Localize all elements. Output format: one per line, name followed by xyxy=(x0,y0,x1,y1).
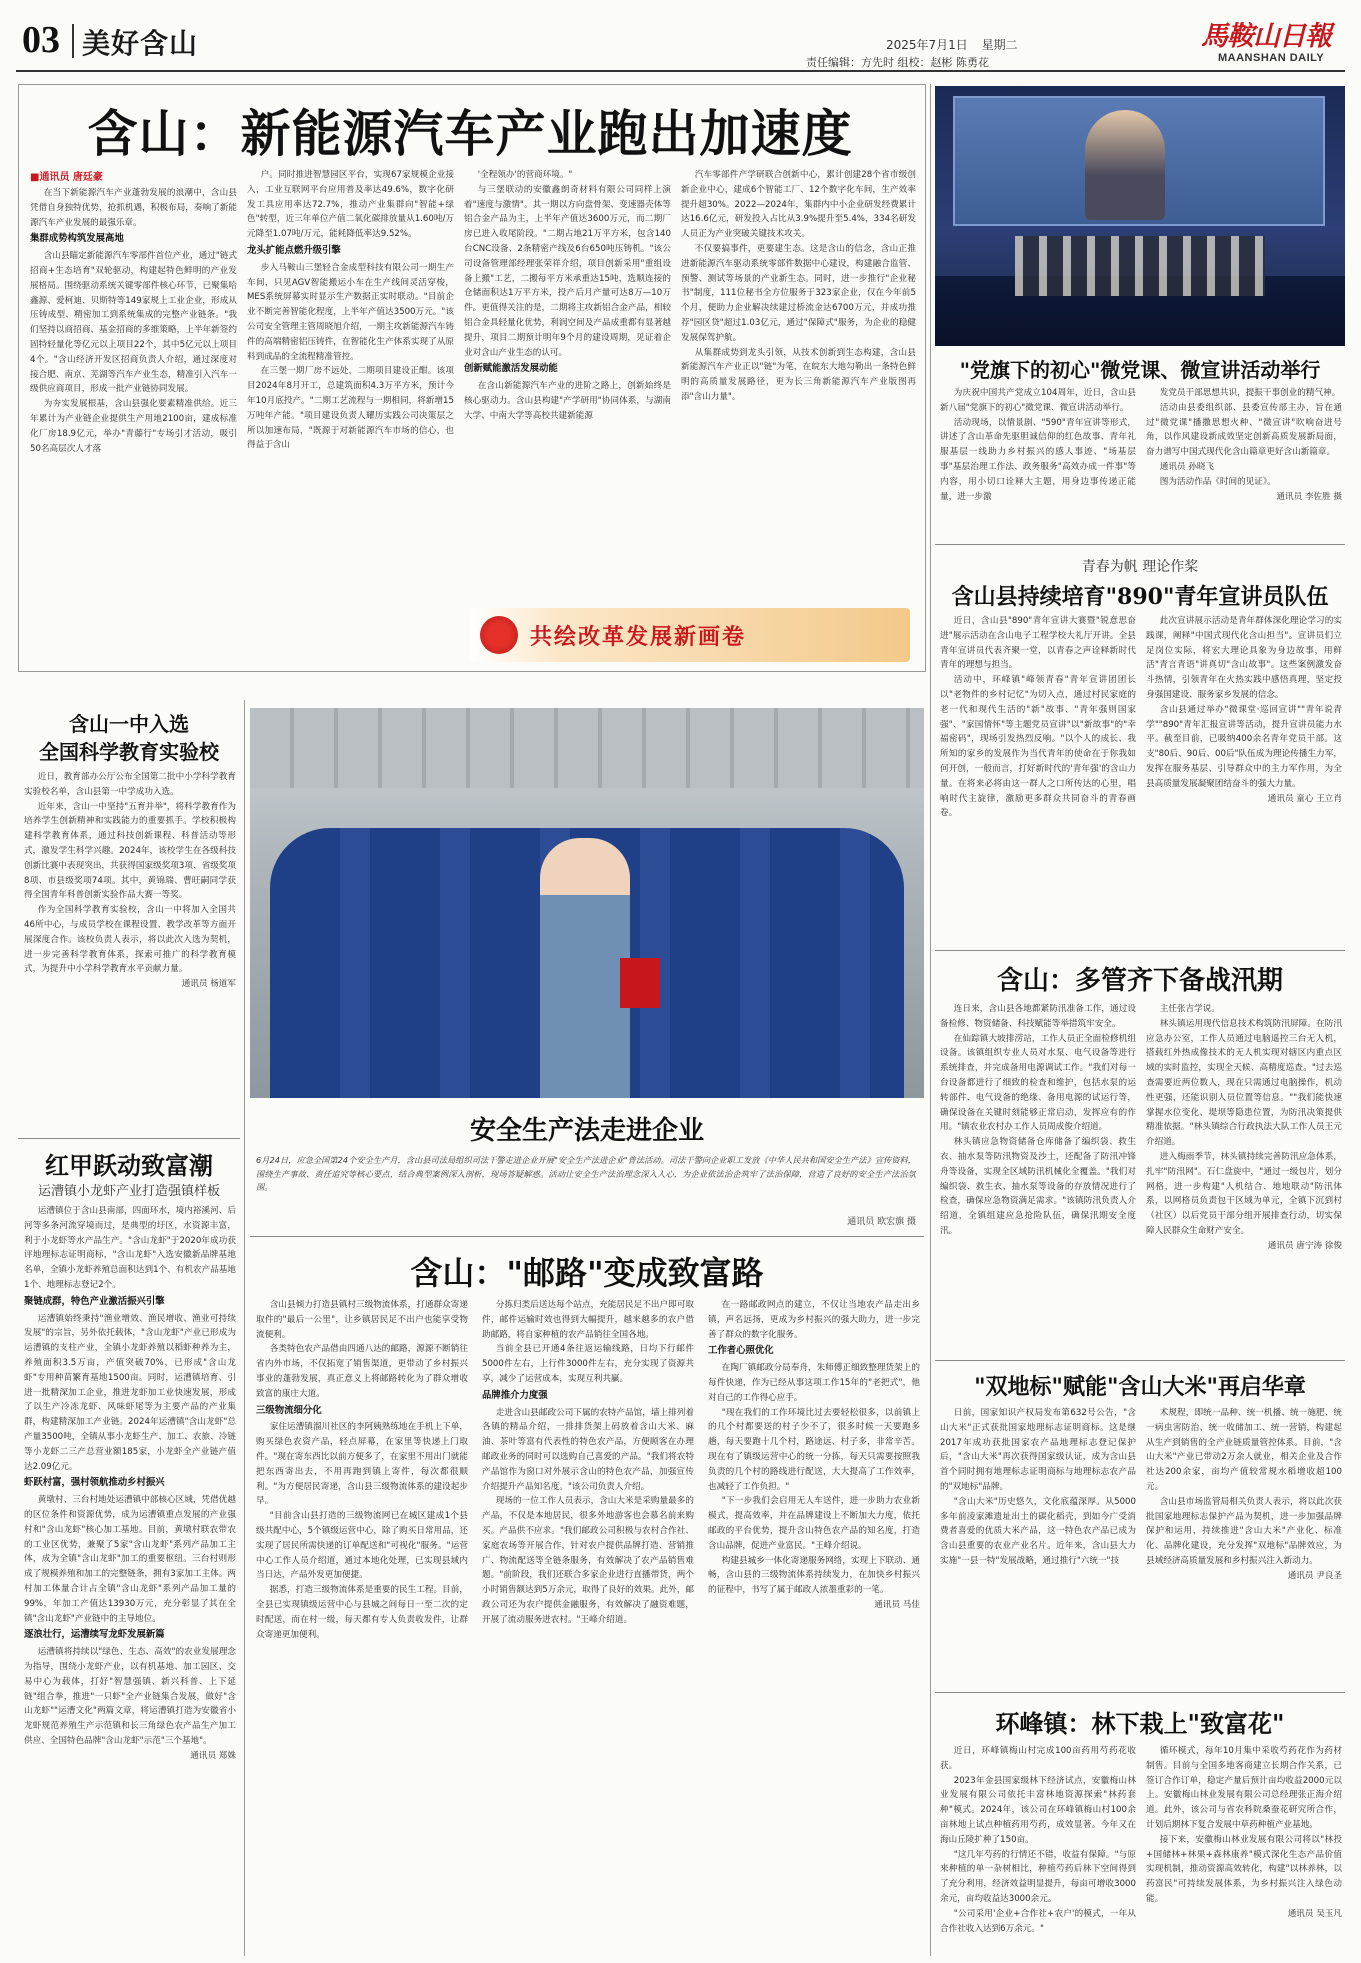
rice-title: "双地标"赋能"含山大米"再启华章 xyxy=(974,1374,1306,1400)
paragraph: 据悉，打造三级物流体系是重要的民生工程。目前，全县已实现镇级运营中心与县城之间每日一至二次的定时配送，而在村一级，每天都有专人负责收发件，让群众寄递更加便利。 xyxy=(256,1585,468,1640)
paragraph: 2023年金县国家级林下经济试点，安徽梅山林业发展有限公司依托丰富林地资源探索"林药套种"模式。2024年，该公司在环峰镇梅山村100余亩林地上试点种植药用芍药，成效显著。今年又在海山丘陵扩种了150亩。 xyxy=(940,1775,1136,1845)
paragraph: 发党员干部思想共识，提振干事创业的精气神。 xyxy=(1159,388,1341,398)
factory-ceiling xyxy=(250,708,924,788)
paragraph: 作为全国科学教育实验校，含山一中将加入全国共46所中心，与成员学校在课程设置、教学改革等方面开展深度合作。该校负责人表示，将以此次入选为契机，进一步完善科学教育体系，探索可推广的科学教育模式，为提升中小学科学教育水平贡献力量。 xyxy=(24,905,236,975)
byline-credit: 通讯员 童心 王立肖 xyxy=(1267,793,1342,804)
lead-col-1 xyxy=(30,186,237,666)
red-law-book xyxy=(620,958,660,1008)
banner-text: 共绘改革发展新画卷 xyxy=(530,625,747,650)
byline-credit: 通讯员 尹良圣 xyxy=(1287,1570,1342,1581)
rule-left-1 xyxy=(18,1138,240,1139)
safety-law-photo xyxy=(250,708,924,1098)
youth-kicker: 青春为帆 理论作桨 xyxy=(1081,559,1199,575)
rice-col-2 xyxy=(1146,1406,1342,1686)
rule-right-1 xyxy=(935,544,1345,545)
postal-col-3 xyxy=(708,1298,920,1956)
paragraph: 当前全县已开通4条往返运输线路，日均下行邮件5000件左右，上行件3000件左右，充分实现了资源共享，减少了运营成本，实现互利共赢。 xyxy=(482,1344,694,1384)
paragraph: 从集群成势到龙头引领，从技术创新到生态构建，含山县新能源汽车产业正以"链"为笔，在皖东大地勾勒出一条特色鲜明的高质量发展路径，更为长三角新能源汽车产业版图再添"含山力量"。 xyxy=(681,347,916,402)
paragraph: 林头镇应急物资储备仓库储备了编织袋、救生衣、抽水泵等防汛物资及沙土，还配备了防汛冲锋舟等设备，实现全区域防汛机械化全覆盖。"我们对编织袋、救生衣、抽水泵等设备的存放情况进行了检查，确保应急物资满足需求。"该镇防汛负责人介绍道，全镇组建应急抢险队伍，确保汛期安全度汛。 xyxy=(940,1137,1136,1236)
paragraph: 活动现场，以情景剧、"590"青年宣讲等形式，讲述了含山革命先驱胆诚信仰的红色故事、青年礼服基层一线助力乡村振兴的感人事迹、"场基层事"基层治理工作法、政务服务"高效办成一件事"等内容，用小切口诠释大主题，用身边事传递正能量，进一步激 xyxy=(940,417,1136,502)
subheading: 聚链成群，特色产业激活振兴引擎 xyxy=(24,1295,165,1307)
forest-title: 环峰镇：林下栽上"致富花" xyxy=(995,1709,1285,1738)
subheading: 集群成势构筑发展高地 xyxy=(30,233,124,245)
crayfish-subtitle: 运漕镇小龙虾产业打造强镇样板 xyxy=(37,1184,220,1199)
paragraph: "下一步我们会启用无人车送件，进一步助力农业新模式，提高效率，并在品牌建设上不断加大力度，依托邮政的平台优势，提升含山特色农产品的知名度，打造含山品牌，促进产业富民。"王峰介绍说。 xyxy=(708,1496,920,1551)
paragraph: 运漕镇将持续以"绿色、生态、高效"的农业发展理念为指导，围绕小龙虾产业，以有机基地、加工园区、交易中心为载体，打好"智慧强镇、新兴科普、上下延链"组合拳，推进"一只虾"全产业链集合发展，做好"含山龙虾""运漕文化"两篇文章，将运漕镇打造为安徽省小龙虾规范养殖生产示范镇和长三角绿色农产品生产加工供应、全国特色品牌"含山龙虾"示范"三个基地"。 xyxy=(24,1647,236,1746)
paragraph: 通讯员 孙晓飞 xyxy=(1159,461,1215,472)
forest-col-2 xyxy=(1146,1744,1342,1954)
paragraph: 构建县城乡一体化寄递服务网络，实现上下联动、通畅，含山县的三级物流体系持续发力，在加快乡村振兴的征程中，书写了属于邮政人浓墨重彩的一笔。 xyxy=(708,1555,920,1596)
paragraph: 近日，教育部办公厅公布全国第二批中小学科学教育实验校名单，含山县第一中学成功入选。 xyxy=(24,772,236,797)
officer-figure xyxy=(540,838,630,1098)
safety-caption: 6月24日，应急全国第24个安全生产月，含山县司法局组织司法干警走进企业开展"安全生产法进企业"普法活动。司法干警向企业职工发放《中华人民共和国安全生产法》宣传资料，围绕生产事故、责任追究等核心要点，结合典型案例深入剖析，现场答疑解惑。活动让安全生产法治理念深入人心，为企业依法治企筑牢了法治保障，营造了良好的安全生产法治氛围。 xyxy=(256,1155,916,1192)
byline-credit: 通讯员 马佳 xyxy=(874,1599,920,1610)
paragraph: 汽车零部件产学研联合创新中心，累计创建28个省市级创新企业中心，建成6个智能工厂、12个数字化车间，生产效率提升超30%。2022—2024年，集群内中小企业研发经费累计达16.6亿元，研发投入占比从3.9%提升至5.4%，334名研发人员正为产业突破关键技术攻关。 xyxy=(681,170,916,240)
party-col-1 xyxy=(940,386,1136,536)
performers-row xyxy=(1015,236,1265,296)
paragraph: 步入马鞍山三堡轻合金成型科技有限公司一期生产车间，只见AGV智能搬运小车在生产线间灵活穿梭，MES系统屏幕实时显示生产数据正实时联动。"目前企业不断完善智能化程度，上半年产值达3500万元。"该公司安全管理主管周晓旭介绍，一期主攻新能源汽车铸件的高端精密铝压铸件，在智能化生产体系实现了从原料到成品的全流程精准管控。 xyxy=(247,262,454,362)
rule-right-4 xyxy=(935,1692,1345,1693)
lead-title: 含山：新能源汽车产业跑出加速度 xyxy=(87,104,853,163)
byline-credit: 通讯员 吴玉凡 xyxy=(1287,1908,1342,1919)
masthead xyxy=(16,14,1345,70)
paragraph: 黄墩村、三台村地处运漕镇中部核心区域，凭借优越的区位条件和资源优势，成为运漕镇重点发展的产业强村和"含山龙虾"核心加工基地。目前，黄墩村联农带农的工业区优势，兼聚了5家"含山龙虾"系列产品加工主体，成为全镇"含山龙虾"加工的重要枢纽。三台村则形成了规模养殖和加工的完整链条，拥有3家加工主体。两村加工体量合计占全镇"含山龙虾"系列产品加工量的99%，年加工产值达13930万元，充分彰显了其在全镇"含山龙虾"产业链中的主导地位。 xyxy=(24,1495,236,1624)
paragraph: 接下来，安徽梅山林业发展有限公司将以"林投+国储林+林果+森林康养"模式深化生态产品价值实现机制，推动资源高效转化，构建"以林养林，以药富民"可持续发展体系，为乡村振兴注入绿色动能。 xyxy=(1146,1834,1342,1904)
page-number: 03 xyxy=(22,19,60,61)
paragraph: 术规程，即统一品种、统一机播、统一施肥、统一病虫害防治、统一收储加工、统一营销，构建起从生产到销售的全产业链质量管控体系。目前，"含山大米"产业已带动2万余人就业，相关企业及合作社达200余家，亩均产值较常规水稻增收超100元。 xyxy=(1146,1408,1342,1492)
paragraph: 林头镇运用现代信息技术构筑防汛屏障。在防汛应急办公室，工作人员通过电脑遥控三台无人机，搭载红外热成像技术的无人机实现对辖区内重点区域的实时监控，实现全天候、高精度巡查。"过去巡查需要近两位数人，现在只需通过电脑操作，机动性更强，还能识别人员位置等信息。""我们能快速掌握水位变化、堤坝等隐患位置，为防汛决策提供精准依据。"林头镇综合行政执法大队工作人员王元介绍道。 xyxy=(1146,1018,1342,1148)
byline-credit: 通讯员 郑姝 xyxy=(190,1750,236,1761)
paragraph: 近日，环峰镇梅山村完成100亩药用芍药花收获。 xyxy=(940,1746,1136,1771)
party-col-2 xyxy=(1146,386,1342,536)
paragraph: 含山县倾力打造县镇村三级物流体系，打通群众寄递取件的"最后一公里"，让乡镇居民足不出户也能享受物流便利。 xyxy=(256,1300,468,1340)
paragraph: "含山大米"历史悠久，文化底蕴深厚。从5000多年前凌家滩遗址出土的碳化稻壳，到如今广受消费者喜爱的优质大米产品，这一特色农产品已成为含山县重要的农业产业名片。近年来，含山县大力实施"一县一特"发展战略，通过推行"六统一"技 xyxy=(940,1496,1136,1566)
safety-title: 安全生产法走进企业 xyxy=(469,1116,704,1146)
paragraph: 含山县瞄定新能源汽车零部件首位产业，通过"链式招商+生态培育"双轮驱动，构建起特色鲜明的产业发展格局。围绕驱动系统关键零部件核心环节，已聚集哈鑫源、爱柯迪、贝斯特等149家规上工业企业，形成从压铸成型、精密加工到系统集成的完整产业链条。"我们坚持以商招商、基金招商的多维策略，上半年新签约固特轻量化等亿元以上项目22个，其中5亿元以上项目4个。"含山经济开发区招商负责人介绍，通过深度对接合肥、南京、芜湖等汽车产业生态，精准引入汽车一级供应商项目，形成一批产业链协同发展。 xyxy=(30,251,237,395)
subheading: 虾跃村富，强村领航推动乡村振兴 xyxy=(24,1477,165,1489)
lead-byline: ■通讯员 唐廷豪 xyxy=(30,172,103,183)
masthead-rule xyxy=(16,70,1345,72)
youth-col-1 xyxy=(940,614,1136,942)
paragraph: 户。同时推进智慧园区平台，实现67家规模企业接入，工业互联网平台应用普及率达49.6%，数字化研发工具应用率达72.7%，推动产业集群向"智能+绿色"转型，近三年单位产值二氧化碳排放量从1.60吨/万元降至1.07吨/万元，能耗降低率达9.52%。 xyxy=(247,170,454,240)
crayfish-title: 红甲跃动致富潮 xyxy=(45,1151,213,1180)
paragraph: 活动由县委组织部、县委宣传部主办，旨在通过"微党课"播撒思想火种、"微宣讲"吹响奋进号角，以作风建设新成效坚定创新高质发展新局面，奋力谱写中国式现代化含山篇章更好含山新篇章。 xyxy=(1146,402,1342,458)
flood-col-2 xyxy=(1146,1002,1342,1352)
paper-en: MAANSHAN DAILY xyxy=(1218,52,1325,64)
flood-col-1 xyxy=(940,1002,1136,1352)
paragraph: 为庆祝中国共产党成立104周年，近日，含山县新八届"党旗下的初心"微党课、微宣讲活动举行。 xyxy=(940,388,1136,413)
subheading: 龙头扩能点燃升级引擎 xyxy=(247,244,341,256)
paragraph: 家住运漕镇溜川社区的李阿姨熟练地在手机上下单，购买绿色农资产品，轻点屏幕，在家里等快递上门取件。"现在寄东西比以前方便多了，在家里不用出门就能把东西寄出去，不用再跑到镇上寄件，每次都很顺利。"为方便居民寄递，含山县三级物流体系的建设起步早。 xyxy=(256,1422,468,1507)
paragraph: 与三堡联动的安徽鑫朗奇材料有限公司同样上演着"速度与激情"。其一期以方向盘骨架、变速器壳体等铝合金产品为主，上半年产值达3600万元，而二期厂房已进入收尾阶段。"二期占地21万平方米，包含140台CNC设备、2条精密产线及6台650吨压铸机。"该公司设备管理部经理张荣祥介绍，项目创新采用"重组设备上搬"工艺，二搬每平方米承重达15吨，选顺连接的仓储面积达1万平方米，投产后月产量可达8万—10万件。更值得关注的是，二期将主攻新铝合金产品，相较铝合金具轻量化优势，利润空间及产品成重都有显著越提升，项目二期预计明年9个月的建设周期，见证着企业对含山产业生态的认可。 xyxy=(464,184,671,358)
paragraph: 在当下新能源汽车产业蓬勃发展的浪潮中，含山县凭借自身独特优势，抢抓机遇，积极布局，奏响了新能源汽车产业发展的最强乐章。 xyxy=(30,188,237,228)
paragraph: 现场的一位工作人员表示，含山大米是采购量最多的产品，不仅是本地居民，很多外地游客也会慕名前来购买。产品供不应求。"我们邮政公司积极与农村合作社、家庭农场等开展合作，针对农户提供品牌打造、营销推广、物流配送等全链条服务，有效解决了农产品销售难题。"前阶段，我们还联合多家企业进行直播带货，两个小时销售额达到5万余元，取得了良好的效果。此外，邮政公司还为农户提供金融服务，有效解决了融资难题，开展了流动服务进农村。"王峰介绍道。 xyxy=(482,1496,694,1625)
subheading: 品牌推介力度强 xyxy=(482,1389,548,1401)
crayfish-body xyxy=(24,1204,236,1956)
paragraph: 进入梅雨季节，林头镇持续完善防汛应急体系，扎牢"防汛网"。石仁盘旋中，"通过一级包片，划分网格，进一步构建"人机结合、地地联动"防汛体系，以网格员负责包干区域为单元，全镇下沉到村（社区）以后党员干部分组开展排查行动，切实保障人民群众生命财产安全。 xyxy=(1146,1151,1342,1236)
rice-col-1 xyxy=(940,1406,1136,1686)
paragraph: 为夯实发展根基，含山县强化要素精准供给。近三年累计为产业链企业提供生产用地2100亩，建成标准化厂房18.9亿元，举办"青藤行"专场引才活动，吸引50名高层次人才落 xyxy=(30,399,237,454)
postal-col-2 xyxy=(482,1298,694,1956)
paragraph: 在三堡一期厂房不远处，二期项目建设正酣。该项目2024年8月开工，总建筑面积4.3万平方米，预计今年10月底投产。"二期工艺流程与一期相同，将新增15万吨年产能。"项目建设负责人耀历实践公司决策层之所以加速布局，"既源于对新能源汽车市场的信心，也得益于含山 xyxy=(247,366,454,451)
paragraph: 运漕镇位于含山县南部，四面环水，境内裕溪河、后河等多条河流穿境而过，是典型的圩区，水资源丰富，利于小龙虾等水产品生产。"含山龙虾"于2020年成功获评地理标志证明商标，"含山龙虾"入选安徽新品牌基地名单，全镇小龙虾养殖总面积达到1个、有机农产品基地1个、地理标志登记2个。 xyxy=(24,1206,236,1290)
paragraph: "这几年芍药的行情还不错，收益有保障。"与原来种植的单一杂树相比，种植芍药后林下空间得到了充分利用，经济效益明显提升，每亩可增收3000余元，亩均收益达3000余元。 xyxy=(940,1849,1136,1904)
banner-emblem-icon xyxy=(480,616,518,654)
paragraph: 走进含山县邮政公司下属的农特产品馆，墙上排列着各镇的精品介绍，一排排货架上码放着含山大米、麻油、茶叶等富有代表性的特色农产品，方便顾客在办理邮政业务的同时可以选购自己喜爱的产品。"我们将农特产品馆作为窗口对外展示含山的特色农产品，加强宣传介绍提升产品知名度。"该公司负责人介绍。 xyxy=(482,1407,694,1492)
flood-title: 含山：多管齐下备战汛期 xyxy=(996,966,1283,996)
paragraph: 运漕镇始终秉持"渔业增效、渔民增收、渔业可持续发展"的宗旨，另外依托载体，"含山龙虾"产业已形成为运漕镇的支柱产业，全镇小龙虾养殖以稻虾种养为主，养殖面积3.5万亩，产值突破70%，已形成"含山龙虾"专用种苗繁育基地1500亩。同时，运漕镇培育、引进一批精深加工企业，推进龙虾加工业快速发展，形成了以生产冷冻龙虾、风味虾尾等为主要产品的产业集群，构建精深加工产业链。2024年运漕镇"含山龙虾"总产量3500吨，全镇从事小龙虾生产、加工、农旅、冷链等小龙虾二三产总营业额185家，小龙虾全产业链产值达2.09亿元。 xyxy=(24,1313,236,1472)
divider-left xyxy=(244,700,245,1956)
youth-col-2 xyxy=(1146,614,1342,942)
paragraph: 活动中，环峰镇"峰领青春"青年宣讲团团长以"老物件的乡村记忆"为切入点，通过村民家庭的老一代和现代生活的"新"故事、"青年强则国家强"、"家国情怀"等主题党员宣讲"以"新故事"的"幸福密码"，现场引发热烈反响。"以个人的成长、我所知的家乡的发展作为当代青年的使命在于你我如何开创，一般而言，打好新时代的'青年强'的含山力量。在将来必将由这一群人之口所传达的心里，唱响时代主旋律，激励更多群众共同奋斗的青春画卷。 xyxy=(940,675,1136,819)
paragraph: 在一路邮政网点的建立，不仅让当地农产品走出乡镇，声名远扬，更成为乡村振兴的强大助力，进一步完善了群众的数字化服务。 xyxy=(708,1300,920,1340)
paper-logo: 馬鞍山日報 xyxy=(1201,21,1331,52)
paragraph: 分拣归类后送达每个站点，充能居民足不出户即可取件，邮件运输时效也得到大幅提升，越来越多的农户借助邮路，将自家种植的农产品销往全国各地。 xyxy=(482,1300,694,1340)
editor-line: 责任编辑：方先时 组校：赵彬 陈勇花 xyxy=(806,56,989,69)
postal-col-1 xyxy=(256,1298,468,1956)
section-divider xyxy=(72,24,74,58)
lead-col-2 xyxy=(247,168,454,666)
rule-right-3 xyxy=(935,1360,1345,1361)
stage-screen-figure xyxy=(1085,110,1165,220)
byline-credit: 通讯员 李佐胜 摄 xyxy=(1276,491,1342,502)
lead-col-3 xyxy=(464,168,671,600)
date-text: 2025年7月1日 xyxy=(886,38,968,52)
paragraph: 连日来，含山县各地都紧防汛准备工作，通过设备检修、物资储备、科技赋能等举措筑牢安全。 xyxy=(940,1004,1136,1029)
paragraph: 近年来，含山一中坚持"五育并举"，将科学教育作为培养学生创新精神和实践能力的重要抓手。学校积极构建科学教育体系，通过科技创新课程、科普活动等形式，激发学生科学兴趣。2024年，该校学生在各级科技创新比赛中表现突出，共获得国家级奖项3项、省级奖项8项、市县级奖项74项。其中，黄锦瑞、曹旺嗣同学获得全国青年科普创新实验作品大赛一等奖。 xyxy=(24,801,236,901)
paragraph: 各类特色农产品借由四通八达的邮路，源源不断销往省内外市场，不仅拓宽了销售渠道，更带动了乡村振兴事业的蓬勃发展，真正意义上将邮路转化为了群众增收致富的康庄大道。 xyxy=(256,1344,468,1399)
weekday-text: 星期二 xyxy=(981,38,1018,52)
school-title-1: 含山一中入选 xyxy=(69,712,189,736)
paragraph: 主任张吉学说。 xyxy=(1159,1004,1220,1014)
school-title-2: 全国科学教育实验校 xyxy=(39,740,219,764)
paragraph: 含山县市场监管局相关负责人表示，将以此次获批国家地理标志保护产品为契机，进一步加强品牌保护和运用，持续推进"含山大米"产业化、标准化、品牌化建设，充分发挥"双地标"品牌效应，为县域经济高质量发展和乡村振兴注入新动力。 xyxy=(1146,1496,1342,1566)
section-title: 美好含山 xyxy=(82,27,199,60)
byline-credit: 通讯员 杨道军 xyxy=(181,979,236,990)
subheading: 创新赋能激活发展动能 xyxy=(464,363,558,375)
paragraph: 图为活动作品《时间的见证》。 xyxy=(1159,476,1276,487)
paragraph: 日前，国家知识产权局发布第632号公告，"含山大米"正式获批国家地理标志证明商标。这是继2017年成功获批国家农产品地理标志登记保护后，"含山大米"再次获得国家级认证，成为含山县首个同时拥有地理标志证明商标与地理标志农产品的"双地标"品牌。 xyxy=(940,1408,1136,1492)
issue-date xyxy=(886,36,1018,53)
school-body xyxy=(24,770,236,1130)
paragraph: 在含山新能源汽车产业的进阶之路上，创新始终是核心驱动力。含山县构建"产学研用"协同体系，与湖南大学、中南大学等高校共建新能源 xyxy=(464,381,671,421)
safety-credit: 通讯员 欧宏旗 摄 xyxy=(847,1217,916,1227)
paragraph: "现在我们的工作环境比过去要轻松很多，以前镇上的几个村都要送的村子少不了，很多时候一天要跑多趟，每天要跑十几个村，路途远、村子多，非常辛苦。现在有了镇级运营中心的统一分拣，每天只需要按照我负责的几个村的路线进行配送，大大提高了工作效率，也减轻了工作负担。" xyxy=(708,1407,920,1492)
party-event-title: "党旗下的初心"微党课、微宣讲活动举行 xyxy=(959,358,1321,382)
youth-title: 含山县持续培育"890"青年宣讲员队伍 xyxy=(951,584,1329,610)
reform-banner xyxy=(470,608,910,662)
forest-col-1 xyxy=(940,1744,1136,1954)
paragraph: 此次宣讲展示活动是青年群体深化理论学习的实践课，阐释"中国式现代化含山担当"。宣讲员们立足岗位实际，将宏大理论具象为身边故事，用鲜活"青言青语"讲真切"含山故事"。这些案例激发奋斗热情，引领青年在火热实践中感悟真理，坚定投身强国建设、服务家乡发展的信念。 xyxy=(1146,616,1342,700)
paragraph: 近日，含山县"890"青年宣讲大赛暨"锐意思奋进"展示活动在含山电子工程学校大礼厅开讲。全县青年宣讲员代表齐聚一堂，以青春之声诠释新时代青年的理想与担当。 xyxy=(940,616,1136,671)
rule-right-2 xyxy=(935,950,1345,951)
paragraph: 循环模式，每年10月集中采收芍药花作为药材制售。目前与全国多地客商建立长期合作关系，已签订合作订单，稳定产量后预计亩均收益2000元以上。安徽梅山林业发展有限公司总经理张正海介绍道。此外，该公司与省农科院桑蚕花研究所合作，计划后期林下复合发展中草药种植产业基地。 xyxy=(1146,1746,1342,1830)
paragraph: '全程领办'的营商环境。" xyxy=(477,170,573,180)
paragraph: 在仙踪镇大坡排涝站，工作人员正全面检修机组设备。该镇组织专业人员对水泵、电气设备等进行系统排查，并完成备用电源调试工作。"我们对每一台设备都进行了细致的检查和维护，包括水泵的运转部件、电气设备的绝缘、备用电源的试运行等，确保设备在关键时刻能够正常启动，发挥应有的作用。"镇农业农村办工作人员周成俊介绍道。 xyxy=(940,1033,1136,1133)
paragraph: "目前含山县打造的三级物流网已在城区建成1个县级共配中心，5个镇级运营中心，除了购买日常用品，还实现了居民所需快递的订单配送和"可视化"服务。"运营中心工作人员介绍道，通过本地化处理，已实现县域内当日达，产品外发更加便捷。 xyxy=(256,1511,468,1581)
paragraph: 不仅要搞事件，更要建生态。这是含山的信念，含山正推进新能源汽车驱动系统零部件数据中心建设，构建融合监管、预警、测试等场景的产业新生态。同时，进一步推行"企业秘书"制度，111位秘书全方位服务于323家企业，仅在今年前5个月，便助力企业解决续建过桥流金达6700万元，并成功推荐"园区贷"超过1.03亿元，通过"保障式"服务，为企业的稳健发展保驾护航。 xyxy=(681,243,916,343)
rule-mid-1 xyxy=(250,1236,924,1237)
lead-col-4 xyxy=(681,168,916,600)
party-event-photo xyxy=(935,86,1345,346)
postal-title: 含山："邮路"变成致富路 xyxy=(410,1254,764,1292)
paragraph: 在陶厂镇邮政分局奉舟，朱师傅正细致整理货架上的每件快递，作为已经从事这项工作15年的"老把式"，他对自己的工作得心应手。 xyxy=(708,1363,920,1403)
paragraph: 含山县通过举办"微课堂·巡回宣讲""青年说青学""890"青年汇报宣讲等活动，提升宣讲员能力水平。截至目前，已吸纳400余名青年党员干部。这支"80后、90后、00后"队伍成为理论传播生力军，发挥在服务基层、引导群众中的主力军作用，为全县高质量发展凝聚团结奋斗的强大力量。 xyxy=(1146,704,1342,789)
subheading: 工作者心照优化 xyxy=(708,1345,774,1357)
byline-credit: 通讯员 唐宁涛 徐俊 xyxy=(1267,1240,1342,1251)
subheading: 三级物流细分化 xyxy=(256,1404,322,1416)
paragraph: "公司采用'企业+合作社+农户'的模式，一年从合作社收入达到6万余元。" xyxy=(940,1908,1136,1934)
divider-right xyxy=(930,84,931,1956)
subheading: 逐浪壮行，运漕续写龙虾发展新篇 xyxy=(24,1629,165,1641)
